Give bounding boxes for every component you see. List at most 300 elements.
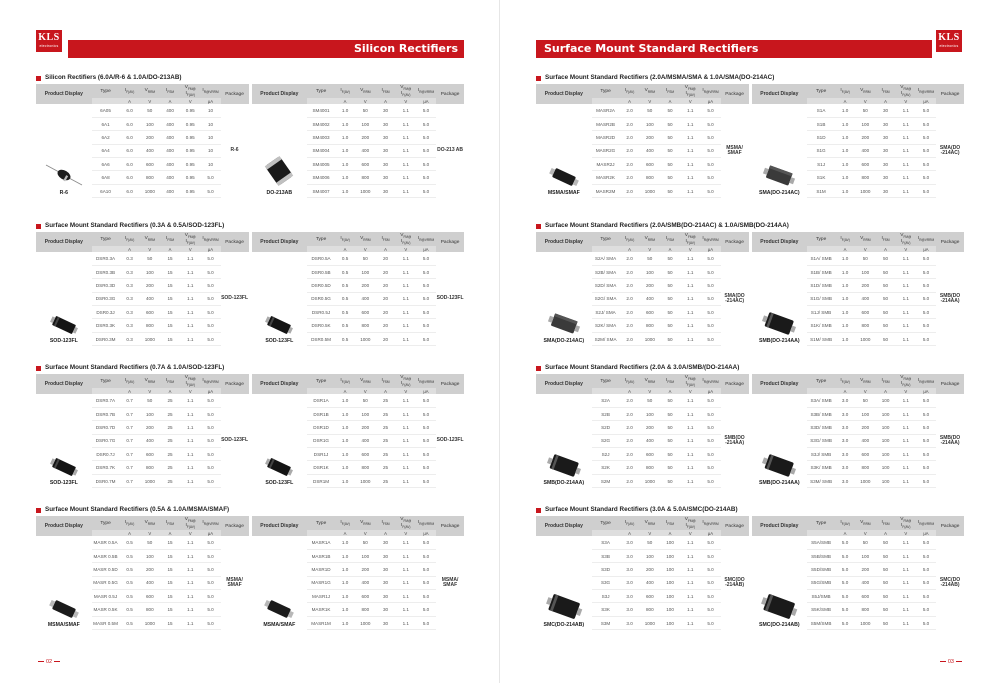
value-cell: 1.0 <box>335 549 355 562</box>
header-product-display: Product Display <box>536 232 592 252</box>
header-param: $V_{RRM}$ <box>640 84 660 98</box>
header-unit: V <box>680 530 700 536</box>
value-cell: 1.1 <box>680 252 700 265</box>
value-cell: 100 <box>640 407 660 420</box>
value-cell: 25 <box>375 407 395 420</box>
value-cell: 1.0 <box>835 265 855 278</box>
type-cell: MASR1B <box>307 549 335 562</box>
value-cell: 5.0 <box>916 603 936 616</box>
header-unit: A <box>375 98 395 104</box>
type-cell: SM4002 <box>307 117 335 130</box>
header-product-display: Product Display <box>252 84 308 104</box>
header-unit: μA <box>700 246 720 252</box>
header-param: $I_{FSM}$ <box>375 232 395 246</box>
value-cell: 100 <box>140 407 160 420</box>
sod123fl-icon <box>262 455 296 479</box>
value-cell: 1.1 <box>180 474 200 487</box>
type-cell: S2D/ SMA <box>592 279 620 292</box>
value-cell: 1.0 <box>835 319 855 332</box>
value-cell: 50 <box>855 394 875 407</box>
value-cell: 400 <box>855 576 875 589</box>
type-cell: MASR 0.5D <box>92 563 120 576</box>
type-cell: S1D <box>807 131 835 144</box>
header-unit: V <box>640 246 660 252</box>
value-cell: 0.5 <box>119 616 139 629</box>
header-param: $I_{FSM}$ <box>375 374 395 388</box>
type-cell: MASR2J <box>592 158 620 171</box>
value-cell: 200 <box>140 279 160 292</box>
package-cell: SMA(DO -214AC) <box>724 292 745 304</box>
value-cell: 1000 <box>140 184 160 197</box>
value-cell: 5.0 <box>700 549 720 562</box>
header-param: $I_{FSM}$ <box>160 232 180 246</box>
type-cell: S5D/SMB <box>807 563 835 576</box>
table-row <box>36 536 249 549</box>
value-cell: 5.0 <box>916 184 936 197</box>
value-cell: 15 <box>160 332 180 345</box>
header-unit: A <box>160 246 180 252</box>
type-cell: S2J/ SMA <box>592 306 620 319</box>
value-cell: 1.0 <box>835 104 855 117</box>
header-param: $I_{F(AV)}$ <box>335 84 355 98</box>
header-unit: A <box>835 246 855 252</box>
header-unit: μA <box>916 388 936 394</box>
header-package: Package <box>436 84 464 104</box>
header-unit: V <box>640 388 660 394</box>
section-title-text: Surface Mount Standard Rectifiers (2.0A/SMB(DO-214AC) & 1.0A/SMB(DO-214AA) <box>545 222 789 229</box>
value-cell: 100 <box>660 590 680 603</box>
type-cell: MASR 0.5A <box>92 536 120 549</box>
value-cell: 800 <box>140 319 160 332</box>
value-cell: 50 <box>355 394 375 407</box>
value-cell: 1.1 <box>396 104 416 117</box>
value-cell: 100 <box>140 265 160 278</box>
product-display-cell <box>752 252 808 346</box>
value-cell: 1000 <box>855 474 875 487</box>
package-cell: MSMA/ SMAF <box>726 144 743 156</box>
value-cell: 5.0 <box>916 252 936 265</box>
value-cell: 0.95 <box>180 104 200 117</box>
header-param: $I_{R@VRRM}$ <box>916 84 936 98</box>
header-unit: V <box>140 246 160 252</box>
sod123fl-icon <box>262 313 296 337</box>
table-row <box>536 536 749 549</box>
header-product-display: Product Display <box>36 516 92 536</box>
header-unit: V <box>855 530 875 536</box>
header-unit: V <box>355 388 375 394</box>
header-unit: V <box>180 388 200 394</box>
value-cell: 5.0 <box>700 104 720 117</box>
value-cell: 5.0 <box>416 292 436 305</box>
value-cell: 400 <box>140 292 160 305</box>
value-cell: 0.7 <box>119 434 139 447</box>
header-param: $I_{R@VRRM}$ <box>700 84 720 98</box>
value-cell: 600 <box>640 306 660 319</box>
value-cell: 800 <box>855 171 875 184</box>
value-cell: 50 <box>660 104 680 117</box>
value-cell: 400 <box>140 576 160 589</box>
product-label: SMB(DO-214AA) <box>759 479 800 486</box>
value-cell: 800 <box>855 603 875 616</box>
table-row <box>252 536 465 549</box>
value-cell: 50 <box>660 306 680 319</box>
value-cell: 15 <box>160 549 180 562</box>
product-display-cell <box>752 536 808 630</box>
value-cell: 25 <box>160 461 180 474</box>
value-cell: 0.5 <box>119 536 139 549</box>
header-product-display: Product Display <box>252 374 308 394</box>
spec-section <box>536 363 964 488</box>
value-cell: 5.0 <box>200 265 220 278</box>
bullet-square-icon <box>536 76 541 81</box>
value-cell: 1000 <box>855 184 875 197</box>
value-cell: 1000 <box>140 474 160 487</box>
value-cell: 50 <box>660 252 680 265</box>
header-product-display: Product Display <box>536 374 592 394</box>
value-cell: 1.1 <box>396 461 416 474</box>
type-cell: DSR0.3D <box>92 279 120 292</box>
header-param: $I_{F(AV)}$ <box>835 516 855 530</box>
value-cell: 200 <box>140 131 160 144</box>
header-param: $V_{FM@}$ $I_{F(AV)}$ <box>896 84 916 98</box>
value-cell: 5.0 <box>700 265 720 278</box>
header-param: $I_{R@VRRM}$ <box>416 374 436 388</box>
value-cell: 2.0 <box>619 171 639 184</box>
value-cell: 0.5 <box>119 603 139 616</box>
value-cell: 5.0 <box>700 319 720 332</box>
value-cell: 0.3 <box>119 332 139 345</box>
value-cell: 1.1 <box>396 590 416 603</box>
value-cell: 1.0 <box>335 117 355 130</box>
value-cell: 50 <box>875 616 895 629</box>
header-product-display: Product Display <box>252 516 308 536</box>
value-cell: 600 <box>355 158 375 171</box>
type-cell: DSR0.5M <box>307 332 335 345</box>
value-cell: 15 <box>160 563 180 576</box>
product-label: SMB(DO-214AA) <box>759 337 800 344</box>
value-cell: 5.0 <box>200 421 220 434</box>
value-cell: 20 <box>375 279 395 292</box>
type-cell: 6A2 <box>92 131 120 144</box>
value-cell: 50 <box>875 252 895 265</box>
value-cell: 100 <box>355 265 375 278</box>
type-cell: S2K/ SMA <box>592 319 620 332</box>
value-cell: 400 <box>140 144 160 157</box>
value-cell: 600 <box>855 590 875 603</box>
value-cell: 0.7 <box>119 474 139 487</box>
value-cell: 1.1 <box>896 603 916 616</box>
type-cell: S2G <box>592 434 620 447</box>
value-cell: 1.0 <box>335 171 355 184</box>
value-cell: 5.0 <box>416 576 436 589</box>
page-title: Silicon Rectifiers <box>353 42 458 55</box>
value-cell: 1.1 <box>896 563 916 576</box>
type-cell: S3B <box>592 549 620 562</box>
value-cell: 50 <box>660 279 680 292</box>
value-cell: 5.0 <box>916 563 936 576</box>
value-cell: 2.0 <box>619 407 639 420</box>
header-param: $I_{FSM}$ <box>160 84 180 98</box>
bullet-square-icon <box>536 366 541 371</box>
type-cell: S5K/SMB <box>807 603 835 616</box>
page-title: Surface Mount Standard Rectifiers <box>544 42 759 55</box>
title-band <box>536 40 932 58</box>
brand-mark: KLS <box>938 32 960 43</box>
type-cell: S3J <box>592 590 620 603</box>
value-cell: 3.0 <box>835 448 855 461</box>
header-unit: A <box>875 388 895 394</box>
value-cell: 3.0 <box>835 461 855 474</box>
value-cell: 1.1 <box>680 279 700 292</box>
value-cell: 30 <box>375 536 395 549</box>
header-param: $V_{FM@}$ $I_{F(AV)}$ <box>680 516 700 530</box>
header-param: $V_{FM@}$ $I_{F(AV)}$ <box>680 374 700 388</box>
value-cell: 100 <box>875 474 895 487</box>
value-cell: 1.1 <box>396 563 416 576</box>
value-cell: 1.1 <box>680 394 700 407</box>
value-cell: 50 <box>640 536 660 549</box>
header-package: Package <box>936 374 964 394</box>
product-display-cell <box>252 394 308 488</box>
value-cell: 1.1 <box>180 434 200 447</box>
value-cell: 25 <box>375 474 395 487</box>
value-cell: 5.0 <box>200 319 220 332</box>
type-cell: S1B <box>807 117 835 130</box>
value-cell: 5.0 <box>700 603 720 616</box>
header-type: Type <box>92 374 120 388</box>
header-param: $I_{FSM}$ <box>375 516 395 530</box>
value-cell: 5.0 <box>700 184 720 197</box>
header-param: $V_{FM@}$ $I_{F(AV)}$ <box>396 374 416 388</box>
type-cell: DSR0.7M <box>92 474 120 487</box>
header-param: $I_{FSM}$ <box>660 374 680 388</box>
header-unit: μA <box>700 388 720 394</box>
header-param: $I_{FSM}$ <box>875 84 895 98</box>
header-param: $V_{RRM}$ <box>355 232 375 246</box>
value-cell: 50 <box>355 252 375 265</box>
product-display-cell <box>252 252 308 346</box>
package-cell: DO-213 AB <box>437 147 464 154</box>
spec-table <box>36 516 249 630</box>
value-cell: 400 <box>160 104 180 117</box>
value-cell: 15 <box>160 306 180 319</box>
type-cell: 6A4 <box>92 144 120 157</box>
header-unit: A <box>160 530 180 536</box>
header-param: $V_{FM@}$ $I_{F(AV)}$ <box>180 232 200 246</box>
value-cell: 100 <box>875 394 895 407</box>
header-unit: A <box>619 388 639 394</box>
value-cell: 1.1 <box>396 407 416 420</box>
value-cell: 5.0 <box>835 549 855 562</box>
type-cell: SM4006 <box>307 171 335 184</box>
value-cell: 5.0 <box>700 131 720 144</box>
value-cell: 5.0 <box>835 603 855 616</box>
value-cell: 1.1 <box>680 184 700 197</box>
value-cell: 5.0 <box>916 158 936 171</box>
value-cell: 1.0 <box>335 184 355 197</box>
value-cell: 1.1 <box>896 616 916 629</box>
value-cell: 50 <box>875 549 895 562</box>
type-cell: 6A8 <box>92 171 120 184</box>
type-cell: S2A/ SMA <box>592 252 620 265</box>
value-cell: 5.0 <box>200 394 220 407</box>
header-package: Package <box>221 374 249 394</box>
header-unit: A <box>119 98 139 104</box>
type-cell: S5J/SMB <box>807 590 835 603</box>
spec-section <box>536 221 964 346</box>
value-cell: 50 <box>875 265 895 278</box>
value-cell: 5.0 <box>416 461 436 474</box>
header-param: $I_{F(AV)}$ <box>119 84 139 98</box>
value-cell: 50 <box>660 117 680 130</box>
value-cell: 1.0 <box>335 616 355 629</box>
title-band <box>68 40 464 58</box>
header-param: $V_{RRM}$ <box>355 84 375 98</box>
value-cell: 5.0 <box>916 474 936 487</box>
value-cell: 3.0 <box>619 563 639 576</box>
section-title <box>36 505 464 515</box>
type-cell: S3D/ SMB <box>807 421 835 434</box>
table-row <box>252 104 465 117</box>
header-param: $I_{FSM}$ <box>160 374 180 388</box>
value-cell: 15 <box>160 319 180 332</box>
value-cell: 1.0 <box>835 332 855 345</box>
header-param: $V_{RRM}$ <box>640 516 660 530</box>
type-cell: DSR0.7J <box>92 448 120 461</box>
value-cell: 0.5 <box>335 265 355 278</box>
header-unit: μA <box>700 530 720 536</box>
value-cell: 5.0 <box>416 319 436 332</box>
value-cell: 25 <box>375 461 395 474</box>
header-type: Type <box>92 516 120 530</box>
spec-table <box>252 232 465 346</box>
header-product-display: Product Display <box>36 232 92 252</box>
value-cell: 1.1 <box>896 265 916 278</box>
value-cell: 0.3 <box>119 292 139 305</box>
section-title <box>36 221 464 231</box>
type-cell: S3B/ SMB <box>807 407 835 420</box>
value-cell: 5.0 <box>200 306 220 319</box>
value-cell: 1.1 <box>680 265 700 278</box>
header-unit: V <box>855 98 875 104</box>
value-cell: 1.1 <box>680 117 700 130</box>
value-cell: 15 <box>160 265 180 278</box>
bullet-square-icon <box>536 224 541 229</box>
value-cell: 1.1 <box>896 474 916 487</box>
value-cell: 1.1 <box>896 117 916 130</box>
type-cell: DSR0.7A <box>92 394 120 407</box>
header-unit: A <box>660 246 680 252</box>
header-unit: A <box>119 246 139 252</box>
value-cell: 1.0 <box>335 461 355 474</box>
value-cell: 2.0 <box>619 265 639 278</box>
value-cell: 6.0 <box>119 131 139 144</box>
value-cell: 1.1 <box>680 536 700 549</box>
value-cell: 1.1 <box>396 265 416 278</box>
value-cell: 50 <box>660 158 680 171</box>
package-cell: SOD-123FL <box>436 437 464 444</box>
product-label: SOD-123FL <box>265 337 294 344</box>
value-cell: 1.1 <box>396 184 416 197</box>
header-package: Package <box>936 84 964 104</box>
value-cell: 30 <box>375 104 395 117</box>
value-cell: 0.3 <box>119 252 139 265</box>
table-row <box>536 394 749 407</box>
type-cell: S1D/ SMB <box>807 279 835 292</box>
type-cell: DSR1A <box>307 394 335 407</box>
type-cell: MASR 0.5M <box>92 616 120 629</box>
value-cell: 5.0 <box>200 171 220 184</box>
value-cell: 0.7 <box>119 407 139 420</box>
type-cell: S1J/ SMB <box>807 306 835 319</box>
value-cell: 2.0 <box>619 332 639 345</box>
value-cell: 2.0 <box>619 158 639 171</box>
value-cell: 400 <box>355 144 375 157</box>
type-cell: S2D <box>592 421 620 434</box>
smb-do214aa-icon <box>760 453 798 479</box>
value-cell: 2.0 <box>619 474 639 487</box>
value-cell: 5.0 <box>200 616 220 629</box>
section-title <box>36 363 464 373</box>
value-cell: 1.1 <box>396 252 416 265</box>
type-cell: S1M/ SMB <box>807 332 835 345</box>
header-param: $I_{FSM}$ <box>375 84 395 98</box>
brand-sub: electronics <box>939 44 959 48</box>
value-cell: 800 <box>855 461 875 474</box>
header-product-display: Product Display <box>752 516 808 536</box>
bullet-square-icon <box>36 224 41 229</box>
value-cell: 50 <box>660 461 680 474</box>
value-cell: 5.0 <box>916 265 936 278</box>
value-cell: 50 <box>640 104 660 117</box>
value-cell: 2.0 <box>619 461 639 474</box>
value-cell: 5.0 <box>916 590 936 603</box>
value-cell: 1.1 <box>896 434 916 447</box>
value-cell: 25 <box>375 394 395 407</box>
type-cell: MASR 0.5G <box>92 576 120 589</box>
bullet-square-icon <box>36 76 41 81</box>
table-pair <box>536 374 964 488</box>
value-cell: 15 <box>160 590 180 603</box>
value-cell: 1.1 <box>680 563 700 576</box>
value-cell: 5.0 <box>700 616 720 629</box>
header-param: $I_{F(AV)}$ <box>335 374 355 388</box>
value-cell: 1.1 <box>896 279 916 292</box>
value-cell: 1.1 <box>396 131 416 144</box>
smb-do214aa-icon <box>760 311 798 337</box>
table-row <box>752 394 965 407</box>
section-title <box>536 505 964 515</box>
value-cell: 6.0 <box>119 104 139 117</box>
value-cell: 5.0 <box>200 590 220 603</box>
value-cell: 5.0 <box>416 474 436 487</box>
header-unit: V <box>396 530 416 536</box>
spec-section <box>36 505 464 630</box>
header-unit: V <box>140 530 160 536</box>
value-cell: 600 <box>140 306 160 319</box>
value-cell: 100 <box>855 265 875 278</box>
value-cell: 0.7 <box>119 394 139 407</box>
header-product-display: Product Display <box>752 232 808 252</box>
header-unit: μA <box>916 246 936 252</box>
spec-section <box>36 221 464 346</box>
value-cell: 10 <box>200 158 220 171</box>
product-label: SMA(DO-214AC) <box>759 189 800 196</box>
value-cell: 1.1 <box>896 292 916 305</box>
value-cell: 50 <box>660 144 680 157</box>
value-cell: 25 <box>160 421 180 434</box>
value-cell: 20 <box>375 306 395 319</box>
